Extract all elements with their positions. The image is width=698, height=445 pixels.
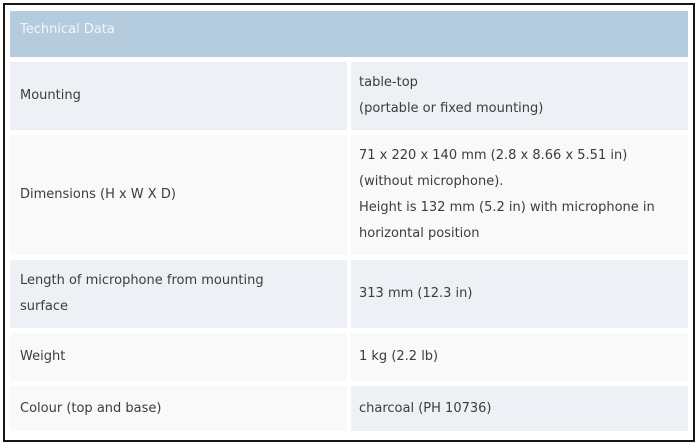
table-body [10, 62, 688, 431]
technical-data-table [6, 6, 692, 436]
spec-label-cell [10, 62, 347, 130]
window-frame [3, 3, 695, 442]
spec-value-line: 71 x 220 x 140 mm (2.8 x 8.66 x 5.51 in) [359, 148, 628, 163]
spec-label-line: surface [20, 299, 69, 314]
spec-value-line: (without microphone). [359, 174, 504, 189]
spec-label-cell [10, 333, 347, 381]
spec-value-line: 313 mm (12.3 in) [359, 286, 473, 301]
spec-value-line: Height is 132 mm (5.2 in) with microphone in [359, 200, 655, 215]
spec-label-line: Dimensions (H x W X D) [20, 187, 176, 202]
table-row [10, 62, 688, 130]
spec-label-line: Weight [20, 349, 66, 364]
table-row [10, 333, 688, 381]
spec-value-line: (portable or fixed mounting) [359, 101, 544, 116]
table-row [10, 260, 688, 328]
spec-value-line: horizontal position [359, 226, 480, 241]
spec-label-line: Length of microphone from mounting [20, 273, 264, 288]
spec-label-cell [10, 386, 347, 431]
spec-value-line: charcoal (PH 10736) [359, 400, 492, 416]
spec-label-cell [10, 135, 347, 255]
spec-value-cell [351, 135, 688, 255]
spec-value-cell [351, 386, 688, 431]
table-row [10, 386, 688, 431]
spec-value-cell [351, 260, 688, 328]
table-title: Technical Data [10, 11, 688, 57]
spec-label-line: Colour (top and base) [20, 400, 162, 416]
spec-value-line: 1 kg (2.2 lb) [359, 349, 439, 364]
spec-label-cell [10, 260, 347, 328]
table-header-row [10, 11, 688, 57]
table-row [10, 135, 688, 255]
spec-value-cell [351, 333, 688, 381]
spec-value-cell [351, 62, 688, 130]
spec-label-line: Mounting [20, 88, 81, 103]
spec-value-line: table-top [359, 75, 418, 90]
